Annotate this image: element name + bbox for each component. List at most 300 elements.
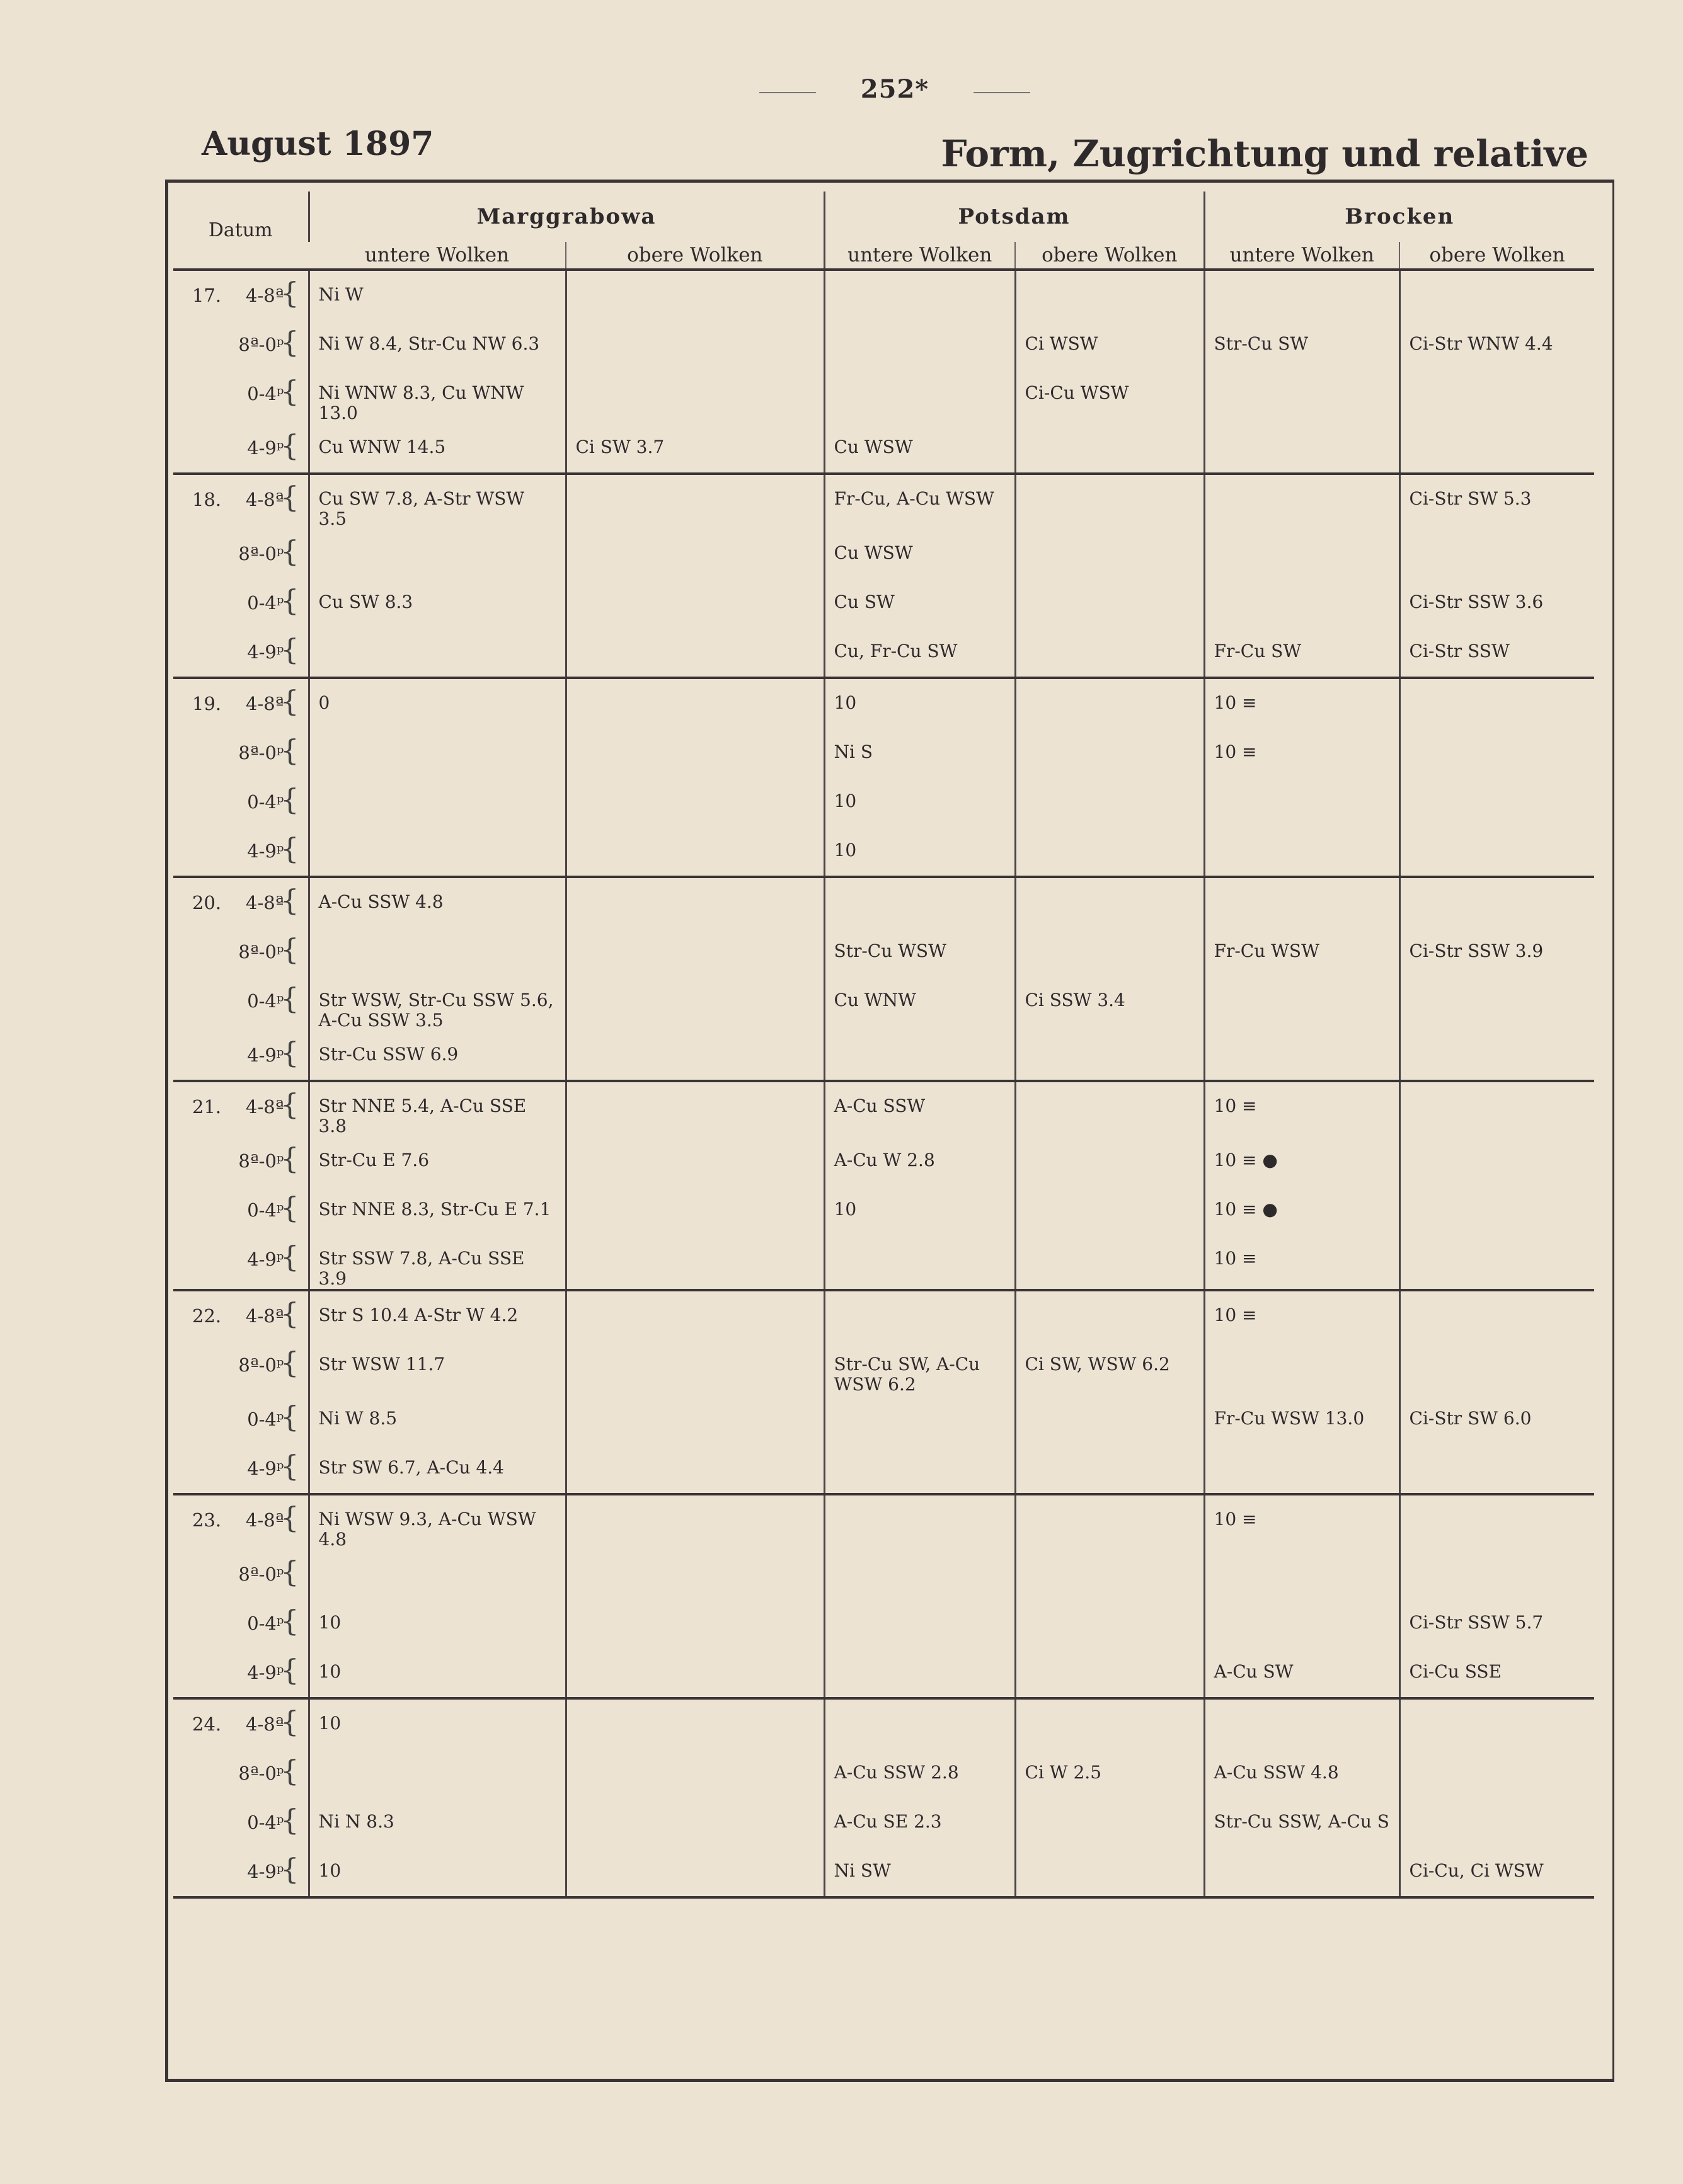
observation-text	[1016, 1136, 1203, 1150]
datum-cell	[173, 777, 309, 826]
observation-text: 10	[834, 840, 857, 860]
cell-brocken-upper	[1399, 877, 1594, 927]
datum-cell	[173, 369, 309, 423]
table-row	[173, 474, 1594, 529]
table-row	[173, 320, 1594, 369]
table-row	[173, 1798, 1594, 1847]
time-slot-label: 0-4ᵖ	[247, 990, 284, 1012]
day-label: 24.	[192, 1713, 222, 1735]
observation-text	[567, 1495, 824, 1509]
observation-text	[310, 627, 565, 641]
cell-brocken-lower	[1204, 1698, 1399, 1749]
cell-brocken-upper	[1399, 474, 1594, 529]
table-row	[173, 1031, 1594, 1081]
observation-text: Str-Cu SW	[1214, 333, 1309, 354]
observation-text: 10	[318, 1612, 342, 1633]
subheader-potsdam-upper: obere Wolken	[1015, 242, 1204, 270]
observation-text: 10	[318, 1661, 342, 1682]
observation-text	[567, 1235, 824, 1249]
cell-potsdam-upper	[1015, 578, 1204, 627]
observation-text	[1401, 1749, 1595, 1763]
cell-marggrabowa-lower	[309, 529, 566, 578]
cell-brocken-upper	[1399, 826, 1594, 877]
observation-text: Ni WNW 8.3, Cu WNW 13.0	[318, 382, 524, 423]
time-slot-label: 4-8ª	[246, 489, 284, 510]
cell-potsdam-upper	[1015, 270, 1204, 320]
cell-brocken-lower	[1204, 1444, 1399, 1494]
time-slot-label: 8ª-0ᵖ	[238, 1763, 284, 1784]
datum-cell	[173, 1290, 309, 1341]
brace-icon: {	[280, 1449, 299, 1483]
time-slot-label: 0-4ᵖ	[247, 383, 284, 404]
observation-text	[1401, 1291, 1595, 1305]
observation-text	[1205, 976, 1399, 990]
observation-text: 10	[318, 1713, 342, 1734]
cell-marggrabowa-lower	[309, 270, 566, 320]
observation-text: Ni W 8.4, Str-Cu NW 6.3	[318, 333, 540, 354]
cell-brocken-upper	[1399, 976, 1594, 1031]
cell-brocken-lower	[1204, 877, 1399, 927]
cell-brocken-upper	[1399, 578, 1594, 627]
brace-icon: {	[280, 1653, 299, 1687]
day-label: 19.	[192, 693, 222, 714]
brace-icon: {	[280, 1346, 299, 1380]
datum-cell	[173, 1648, 309, 1698]
brace-icon: {	[280, 684, 299, 718]
cell-marggrabowa-lower	[309, 976, 566, 1031]
cell-marggrabowa-lower	[309, 1136, 566, 1186]
observation-text	[1205, 826, 1399, 840]
cell-marggrabowa-upper	[566, 369, 824, 423]
cell-brocken-lower	[1204, 1290, 1399, 1341]
cell-marggrabowa-lower	[309, 1341, 566, 1395]
day-label: 21.	[192, 1096, 222, 1118]
observation-text: Cu SW	[834, 592, 895, 612]
cell-marggrabowa-lower	[309, 1494, 566, 1550]
observation-text	[1401, 1495, 1595, 1509]
datum-cell	[173, 728, 309, 777]
cell-potsdam-upper	[1015, 1444, 1204, 1494]
cell-brocken-upper	[1399, 1081, 1594, 1136]
datum-cell	[173, 1749, 309, 1798]
observation-text: A-Cu W 2.8	[834, 1150, 935, 1170]
observation-text	[1016, 1495, 1203, 1509]
observation-text	[567, 529, 824, 543]
observation-text: Cu SW 7.8, A-Str WSW 3.5	[318, 488, 525, 529]
cell-marggrabowa-lower	[309, 1395, 566, 1444]
cell-brocken-lower	[1204, 1136, 1399, 1186]
cell-marggrabowa-lower	[309, 423, 566, 474]
cell-potsdam-lower	[824, 1235, 1015, 1290]
table-row	[173, 1235, 1594, 1290]
observation-text	[1016, 1235, 1203, 1249]
observation-text: Ni SW	[834, 1860, 891, 1881]
time-slot-label: 4-9ᵖ	[247, 437, 284, 459]
cell-marggrabowa-lower	[309, 320, 566, 369]
cell-marggrabowa-upper	[566, 529, 824, 578]
observation-text: Fr-Cu, A-Cu WSW	[834, 488, 994, 509]
cell-marggrabowa-upper	[566, 678, 824, 728]
cell-marggrabowa-upper	[566, 1081, 824, 1136]
cell-potsdam-lower	[824, 1081, 1015, 1136]
observation-text: A-Cu SSW 2.8	[834, 1762, 959, 1783]
cell-marggrabowa-upper	[566, 728, 824, 777]
table-row	[173, 877, 1594, 927]
cell-marggrabowa-lower	[309, 1798, 566, 1847]
time-slot-label: 0-4ᵖ	[247, 1812, 284, 1833]
observation-text	[1401, 423, 1595, 437]
observation-text	[1205, 369, 1399, 383]
cell-potsdam-upper	[1015, 1798, 1204, 1847]
observation-text	[1016, 529, 1203, 543]
table-body	[173, 270, 1594, 1897]
cell-marggrabowa-upper	[566, 1444, 824, 1494]
observation-text: Ni N 8.3	[318, 1811, 394, 1832]
table-row	[173, 1444, 1594, 1494]
cell-marggrabowa-upper	[566, 1494, 824, 1550]
time-slot-label: 4-9ᵖ	[247, 1044, 284, 1066]
observation-text: Ci-Cu, Ci WSW	[1409, 1860, 1544, 1881]
cell-marggrabowa-upper	[566, 474, 824, 529]
cell-brocken-lower	[1204, 678, 1399, 728]
cell-potsdam-upper	[1015, 1395, 1204, 1444]
cell-brocken-lower	[1204, 927, 1399, 976]
table-row	[173, 270, 1594, 320]
observation-text: Ci-Cu WSW	[1025, 382, 1129, 403]
observation-text	[567, 1648, 824, 1662]
time-slot-label: 4-9ᵖ	[247, 1458, 284, 1479]
observation-text: Ni W 8.5	[318, 1408, 398, 1429]
cell-potsdam-lower	[824, 927, 1015, 976]
table-row	[173, 728, 1594, 777]
observation-text: Str-Cu SSW, A-Cu S	[1214, 1811, 1389, 1832]
brace-icon: {	[280, 932, 299, 966]
observation-text	[1016, 1648, 1203, 1662]
brace-icon: {	[280, 1141, 299, 1175]
observation-text	[825, 1235, 1014, 1249]
cell-brocken-upper	[1399, 1847, 1594, 1897]
subheader-potsdam-lower: untere Wolken	[824, 242, 1015, 270]
observation-text	[567, 1550, 824, 1564]
brace-icon: {	[280, 1087, 299, 1121]
cell-marggrabowa-lower	[309, 1235, 566, 1290]
time-slot-label: 0-4ᵖ	[247, 1409, 284, 1430]
observation-text	[567, 1444, 824, 1458]
table-row	[173, 1599, 1594, 1648]
cell-potsdam-lower	[824, 320, 1015, 369]
brace-icon: {	[280, 1604, 299, 1638]
datum-cell	[173, 1698, 309, 1749]
cell-marggrabowa-lower	[309, 1290, 566, 1341]
datum-cell	[173, 578, 309, 627]
observation-text	[1016, 1700, 1203, 1713]
cell-brocken-upper	[1399, 423, 1594, 474]
header-month: August 1897	[202, 125, 434, 163]
cell-potsdam-upper	[1015, 627, 1204, 678]
cell-potsdam-lower	[824, 976, 1015, 1031]
time-slot-label: 4-9ᵖ	[247, 1249, 284, 1270]
observation-text	[1401, 1235, 1595, 1249]
brace-icon: {	[280, 480, 299, 514]
observation-text	[825, 1599, 1014, 1613]
cell-marggrabowa-upper	[566, 320, 824, 369]
observation-text	[567, 1599, 824, 1613]
datum-cell	[173, 627, 309, 678]
time-slot-label: 8ª-0ᵖ	[238, 543, 284, 564]
observation-text: 10	[318, 1860, 342, 1881]
observation-text: Ci SW, WSW 6.2	[1025, 1354, 1170, 1375]
observation-text	[567, 1186, 824, 1199]
observation-text	[825, 1444, 1014, 1458]
observation-text	[567, 369, 824, 383]
time-slot-label: 4-9ᵖ	[247, 1861, 284, 1882]
observation-text: Str-Cu WSW	[834, 940, 946, 961]
cell-potsdam-upper	[1015, 678, 1204, 728]
observation-text: Ci WSW	[1025, 333, 1098, 354]
brace-icon: {	[280, 1803, 299, 1837]
column-header-datum: Datum	[173, 192, 309, 270]
time-slot-label: 4-8ª	[246, 285, 284, 306]
brace-icon: {	[280, 1036, 299, 1070]
observation-text	[1401, 777, 1595, 791]
observation-text	[1016, 1395, 1203, 1409]
cell-potsdam-upper	[1015, 320, 1204, 369]
observation-text: 10 ≡	[1214, 692, 1257, 713]
cell-marggrabowa-upper	[566, 1031, 824, 1081]
time-slot-label: 8ª-0ᵖ	[238, 742, 284, 763]
cell-brocken-lower	[1204, 1847, 1399, 1897]
cell-brocken-upper	[1399, 1599, 1594, 1648]
cell-marggrabowa-upper	[566, 423, 824, 474]
datum-cell	[173, 270, 309, 320]
observation-text: Cu WSW	[834, 542, 913, 563]
observation-text	[567, 627, 824, 641]
cell-potsdam-upper	[1015, 976, 1204, 1031]
cell-brocken-upper	[1399, 1341, 1594, 1395]
table-row	[173, 1749, 1594, 1798]
time-slot-label: 8ª-0ᵖ	[238, 1564, 284, 1585]
cell-potsdam-lower	[824, 826, 1015, 877]
observation-text	[310, 927, 565, 941]
datum-cell	[173, 1798, 309, 1847]
cell-marggrabowa-lower	[309, 1749, 566, 1798]
cell-potsdam-lower	[824, 529, 1015, 578]
observation-text: Ni S	[834, 741, 873, 762]
observation-text: Cu, Fr-Cu SW	[834, 641, 958, 661]
cell-potsdam-upper	[1015, 1186, 1204, 1235]
observation-text	[1401, 1031, 1595, 1044]
brace-icon: {	[280, 1191, 299, 1225]
observation-text	[310, 826, 565, 840]
datum-cell	[173, 927, 309, 976]
cell-potsdam-upper	[1015, 474, 1204, 529]
observation-text: 10	[834, 791, 857, 811]
observation-text: Ci SSW 3.4	[1025, 990, 1125, 1010]
cell-brocken-lower	[1204, 1235, 1399, 1290]
cell-marggrabowa-lower	[309, 1444, 566, 1494]
cell-marggrabowa-upper	[566, 1235, 824, 1290]
observation-text	[310, 1749, 565, 1763]
cell-potsdam-lower	[824, 1341, 1015, 1395]
observation-text: Str NNE 8.3, Str-Cu E 7.1	[318, 1199, 551, 1220]
cell-marggrabowa-upper	[566, 1798, 824, 1847]
table-row	[173, 529, 1594, 578]
observation-text	[1205, 878, 1399, 892]
cell-potsdam-upper	[1015, 423, 1204, 474]
observation-text	[567, 777, 824, 791]
observation-text	[567, 728, 824, 742]
observation-text	[825, 369, 1014, 383]
observation-text	[1205, 1599, 1399, 1613]
datum-cell	[173, 1235, 309, 1290]
cell-marggrabowa-upper	[566, 1186, 824, 1235]
observation-text: A-Cu SSW 4.8	[318, 891, 444, 912]
observation-text	[567, 927, 824, 941]
observation-text: 10	[834, 1199, 857, 1220]
datum-cell	[173, 423, 309, 474]
cell-brocken-upper	[1399, 678, 1594, 728]
cell-marggrabowa-lower	[309, 627, 566, 678]
observation-text: A-Cu SSW	[834, 1095, 926, 1116]
day-label: 18.	[192, 489, 222, 510]
cell-brocken-lower	[1204, 578, 1399, 627]
time-slot-label: 0-4ᵖ	[247, 1613, 284, 1634]
cell-potsdam-lower	[824, 369, 1015, 423]
cell-potsdam-lower	[824, 877, 1015, 927]
cell-marggrabowa-upper	[566, 976, 824, 1031]
observation-text: 10	[834, 692, 857, 713]
cell-marggrabowa-upper	[566, 1341, 824, 1395]
brace-icon: {	[280, 1240, 299, 1274]
cell-brocken-lower	[1204, 1081, 1399, 1136]
observation-text	[567, 976, 824, 990]
cell-brocken-upper	[1399, 1395, 1594, 1444]
cell-brocken-upper	[1399, 1648, 1594, 1698]
cell-marggrabowa-lower	[309, 1031, 566, 1081]
brace-icon: {	[280, 733, 299, 767]
table-row	[173, 1648, 1594, 1698]
observation-text	[567, 1136, 824, 1150]
datum-cell	[173, 320, 309, 369]
observation-text	[567, 1749, 824, 1763]
brace-icon: {	[280, 1296, 299, 1330]
cell-brocken-lower	[1204, 1395, 1399, 1444]
observation-text: Ci-Str SW 5.3	[1409, 488, 1532, 509]
table-row	[173, 578, 1594, 627]
brace-icon: {	[280, 1705, 299, 1739]
observation-text: Str SW 6.7, A-Cu 4.4	[318, 1457, 504, 1478]
observation-text: Str-Cu SW, A-Cu WSW 6.2	[834, 1354, 980, 1395]
observation-text: Cu WNW 14.5	[318, 437, 446, 457]
cell-potsdam-lower	[824, 777, 1015, 826]
time-slot-label: 8ª-0ᵖ	[238, 941, 284, 963]
cell-potsdam-upper	[1015, 877, 1204, 927]
cell-marggrabowa-lower	[309, 1648, 566, 1698]
observation-text	[1016, 728, 1203, 742]
table-row	[173, 678, 1594, 728]
cell-marggrabowa-lower	[309, 1698, 566, 1749]
brace-icon: {	[280, 1400, 299, 1434]
observation-text	[1016, 1186, 1203, 1199]
cell-brocken-upper	[1399, 320, 1594, 369]
table-row	[173, 1341, 1594, 1395]
page-number: 252*	[819, 74, 970, 104]
table-row	[173, 1395, 1594, 1444]
cell-brocken-lower	[1204, 777, 1399, 826]
observation-text	[1401, 1700, 1595, 1713]
observation-text	[567, 679, 824, 693]
brace-icon: {	[280, 632, 299, 666]
cell-brocken-lower	[1204, 1186, 1399, 1235]
column-header-brocken: Brocken	[1204, 192, 1594, 242]
cell-potsdam-lower	[824, 1444, 1015, 1494]
table-row	[173, 369, 1594, 423]
cell-brocken-lower	[1204, 826, 1399, 877]
observation-text	[1205, 271, 1399, 285]
cell-potsdam-lower	[824, 1749, 1015, 1798]
data-table-frame	[165, 180, 1614, 2082]
brace-icon: {	[280, 325, 299, 359]
observation-text	[567, 578, 824, 592]
observation-text	[825, 1648, 1014, 1662]
observation-text: 10 ≡	[1214, 741, 1257, 762]
cell-marggrabowa-upper	[566, 1648, 824, 1698]
observation-text	[825, 1031, 1014, 1044]
observation-text: A-Cu SW	[1214, 1661, 1294, 1682]
cell-potsdam-lower	[824, 1031, 1015, 1081]
observation-text: 10 ≡ ●	[1214, 1199, 1278, 1220]
subheader-marggrabowa-lower: untere Wolken	[309, 242, 566, 270]
observation-text: Ci W 2.5	[1025, 1762, 1102, 1783]
observation-text	[1016, 1599, 1203, 1613]
observation-text	[1401, 728, 1595, 742]
cell-marggrabowa-lower	[309, 369, 566, 423]
cell-potsdam-upper	[1015, 1136, 1204, 1186]
datum-cell	[173, 1136, 309, 1186]
cell-marggrabowa-upper	[566, 1599, 824, 1648]
cell-potsdam-upper	[1015, 1847, 1204, 1897]
cell-brocken-upper	[1399, 1290, 1594, 1341]
observation-text: Str NNE 5.4, A-Cu SSE 3.8	[318, 1095, 527, 1136]
cell-brocken-upper	[1399, 728, 1594, 777]
observation-text	[825, 1291, 1014, 1305]
cell-marggrabowa-lower	[309, 1081, 566, 1136]
observation-text	[1401, 1186, 1595, 1199]
observation-text: Ni WSW 9.3, A-Cu WSW 4.8	[318, 1509, 536, 1550]
cell-brocken-lower	[1204, 270, 1399, 320]
observation-text	[1016, 627, 1203, 641]
time-slot-label: 4-9ᵖ	[247, 641, 284, 663]
cell-potsdam-lower	[824, 678, 1015, 728]
brace-icon: {	[280, 1852, 299, 1886]
cell-brocken-upper	[1399, 1186, 1594, 1235]
observation-text	[1401, 976, 1595, 990]
cell-brocken-upper	[1399, 1444, 1594, 1494]
observation-text: Ci-Str WNW 4.4	[1409, 333, 1553, 354]
datum-cell	[173, 1599, 309, 1648]
cell-brocken-upper	[1399, 270, 1594, 320]
time-slot-label: 4-9ᵖ	[247, 1662, 284, 1683]
observation-text: Fr-Cu WSW 13.0	[1214, 1408, 1365, 1429]
cell-marggrabowa-upper	[566, 1290, 824, 1341]
observation-text	[1205, 423, 1399, 437]
subheader-marggrabowa-upper: obere Wolken	[566, 242, 824, 270]
datum-cell	[173, 529, 309, 578]
brace-icon: {	[280, 981, 299, 1015]
observation-text	[1016, 578, 1203, 592]
time-slot-label: 8ª-0ᵖ	[238, 334, 284, 355]
datum-cell	[173, 1031, 309, 1081]
